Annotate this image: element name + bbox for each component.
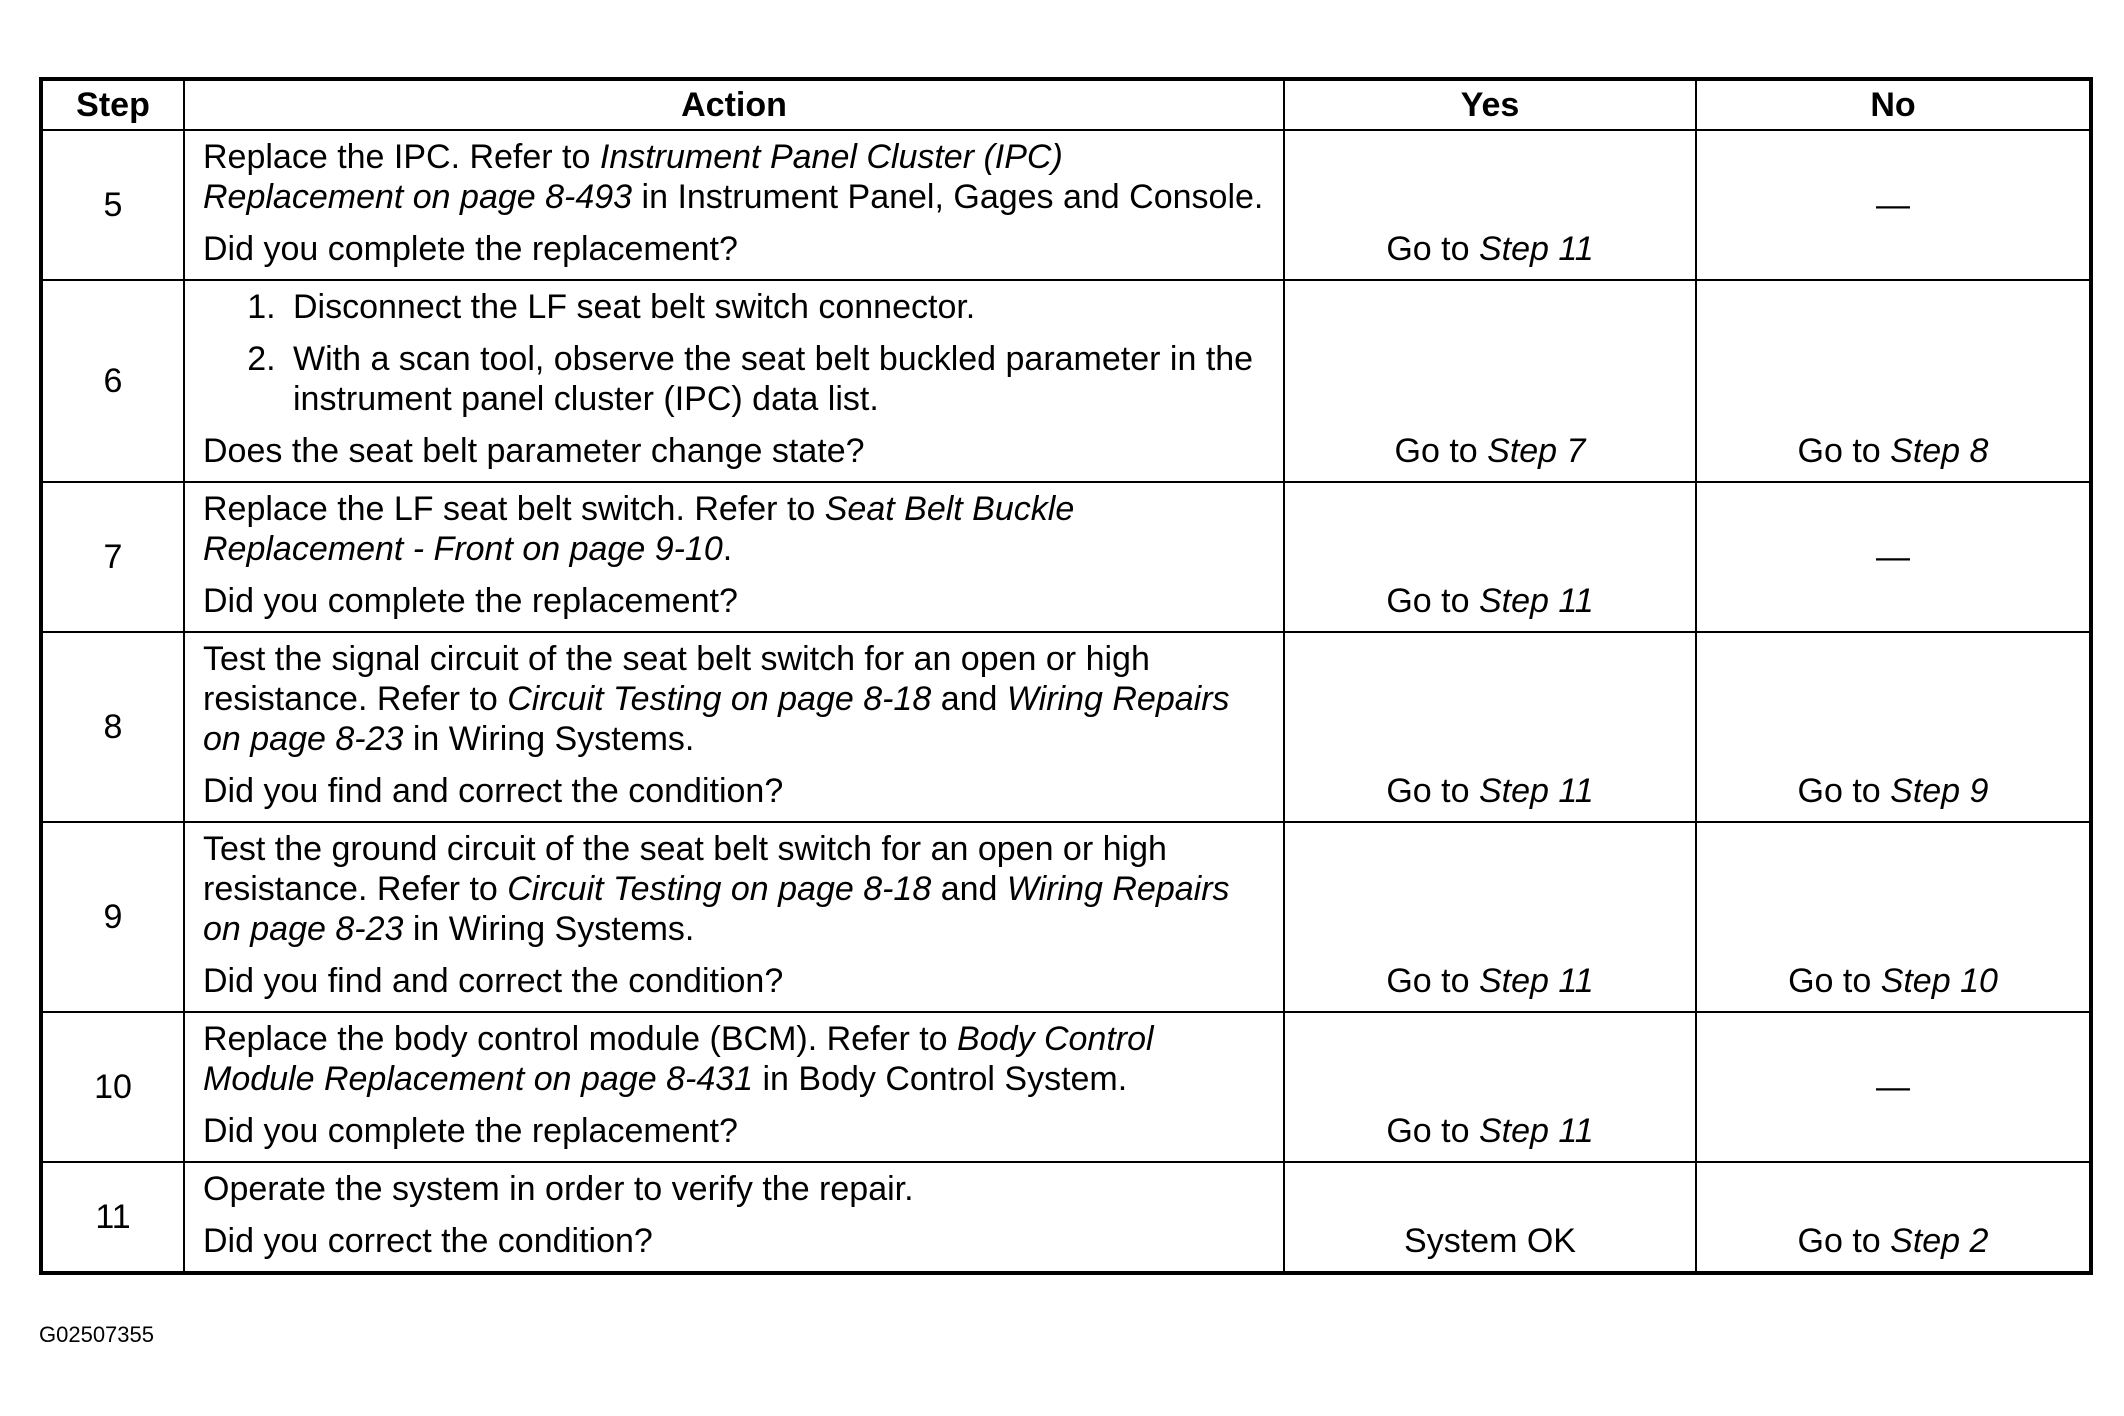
action-question: Did you find and correct the condition? [203, 962, 784, 1000]
header-action: Action [184, 79, 1284, 130]
action-question: Does the seat belt parameter change state? [203, 432, 865, 470]
reference-text: Circuit Testing on page 8-18 [507, 680, 932, 718]
step-reference: Step 10 [1880, 962, 1998, 1000]
instruction-text: and [931, 680, 1007, 718]
step-reference: Step 11 [1478, 230, 1594, 268]
goto-text: Go to [1386, 582, 1479, 620]
no-result [1696, 280, 2091, 482]
figure-id: G02507355 [39, 1322, 154, 1347]
reference-text: Circuit Testing on page 8-18 [507, 870, 932, 908]
step-number: 5 [41, 130, 184, 280]
instruction-text: Replace the body control module (BCM). Refer to [203, 1020, 958, 1058]
instruction-text: in Wiring Systems. [403, 910, 695, 948]
instruction-text: Test the signal circuit of the seat belt switch for an open or high resistance. Refer to [203, 640, 1150, 718]
step-reference: Step 8 [1890, 432, 1989, 470]
step-number: 10 [41, 1012, 184, 1162]
action-cell [184, 482, 1284, 632]
step-reference: Step 7 [1487, 432, 1586, 470]
not-applicable-dash: — [1876, 1067, 1910, 1106]
yes-result [1284, 130, 1696, 280]
list-item: 1. Disconnect the LF seat belt switch connector. [285, 287, 1265, 327]
goto-text: Go to [1797, 432, 1891, 470]
action-instruction [203, 1019, 1265, 1099]
no-result [1696, 632, 2091, 822]
step-number: 9 [41, 822, 184, 1012]
reference-text: Body Control Module Replacement on page 8-431 [203, 1020, 1154, 1098]
no-result [1696, 1162, 2091, 1273]
instruction-text: and [931, 870, 1007, 908]
table-row [41, 1162, 2091, 1273]
goto-text: Go to [1386, 772, 1479, 810]
step-reference: Step 2 [1890, 1222, 1989, 1260]
table-header-row [41, 79, 2091, 130]
instruction-text: Operate the system in order to verify the repair. [203, 1170, 914, 1208]
goto-text: Go to [1797, 772, 1891, 810]
table-row [41, 130, 2091, 280]
step-reference: Step 11 [1478, 772, 1594, 810]
action-question: Did you correct the condition? [203, 1222, 653, 1260]
action-instruction [203, 137, 1265, 217]
yes-result [1284, 1012, 1696, 1162]
instruction-text: . [722, 530, 733, 568]
goto-text: Go to [1797, 1222, 1891, 1260]
instruction-text: in Wiring Systems. [403, 720, 695, 758]
not-applicable-dash: — [1876, 537, 1910, 576]
instruction-text: Test the ground circuit of the seat belt switch for an open or high resistance. Refer to [203, 830, 1167, 908]
no-result [1696, 482, 2091, 632]
action-question: Did you complete the replacement? [203, 1112, 738, 1150]
instruction-text: in Body Control System. [753, 1060, 1128, 1098]
no-result [1696, 1012, 2091, 1162]
table-row [41, 822, 2091, 1012]
instruction-text: in Instrument Panel, Gages and Console. [632, 178, 1264, 216]
instruction-text: Replace the LF seat belt switch. Refer to [203, 490, 825, 528]
action-instruction [203, 829, 1265, 949]
action-instruction [203, 1169, 1265, 1209]
goto-text: Go to [1394, 432, 1488, 470]
action-instruction [203, 639, 1265, 759]
action-cell [184, 1012, 1284, 1162]
action-cell [184, 280, 1284, 482]
step-number: 7 [41, 482, 184, 632]
goto-text: Go to [1386, 230, 1479, 268]
reference-text: Seat Belt Buckle Replacement - Front on page 9-10 [203, 490, 1075, 568]
action-cell [184, 632, 1284, 822]
result-text: System OK [1404, 1222, 1576, 1260]
diagnostic-steps-table [39, 77, 2093, 1275]
action-instruction [203, 489, 1265, 569]
action-question: Did you find and correct the condition? [203, 772, 784, 810]
step-reference: Step 11 [1478, 962, 1594, 1000]
action-cell [184, 822, 1284, 1012]
header-no: No [1696, 79, 2091, 130]
list-item: 2. With a scan tool, observe the seat belt buckled parameter in the instrument panel cluster (IPC) data list. [285, 339, 1265, 419]
action-question: Did you complete the replacement? [203, 582, 738, 620]
reference-text: Wiring Repairs on page 8-23 [203, 680, 1230, 758]
step-reference: Step 9 [1890, 772, 1989, 810]
header-step: Step [41, 79, 184, 130]
goto-text: Go to [1386, 1112, 1479, 1150]
action-question: Did you complete the replacement? [203, 230, 738, 268]
yes-result [1284, 1162, 1696, 1273]
yes-result [1284, 482, 1696, 632]
goto-text: Go to [1386, 962, 1479, 1000]
table-row [41, 632, 2091, 822]
action-cell [184, 130, 1284, 280]
table-row [41, 1012, 2091, 1162]
no-result [1696, 822, 2091, 1012]
no-result [1696, 130, 2091, 280]
table-row [41, 280, 2091, 482]
table-row [41, 482, 2091, 632]
yes-result [1284, 632, 1696, 822]
step-number: 11 [41, 1162, 184, 1273]
yes-result [1284, 822, 1696, 1012]
reference-text: Instrument Panel Cluster (IPC) Replacement on page 8-493 [203, 138, 1063, 216]
header-yes: Yes [1284, 79, 1696, 130]
step-reference: Step 11 [1478, 1112, 1594, 1150]
step-number: 8 [41, 632, 184, 822]
step-number: 6 [41, 280, 184, 482]
action-cell [184, 1162, 1284, 1273]
instruction-text: Replace the IPC. Refer to [203, 138, 600, 176]
reference-text: Wiring Repairs on page 8-23 [203, 870, 1230, 948]
not-applicable-dash: — [1876, 185, 1910, 224]
yes-result [1284, 280, 1696, 482]
goto-text: Go to [1788, 962, 1881, 1000]
action-steps-list [203, 287, 1265, 419]
step-reference: Step 11 [1478, 582, 1594, 620]
